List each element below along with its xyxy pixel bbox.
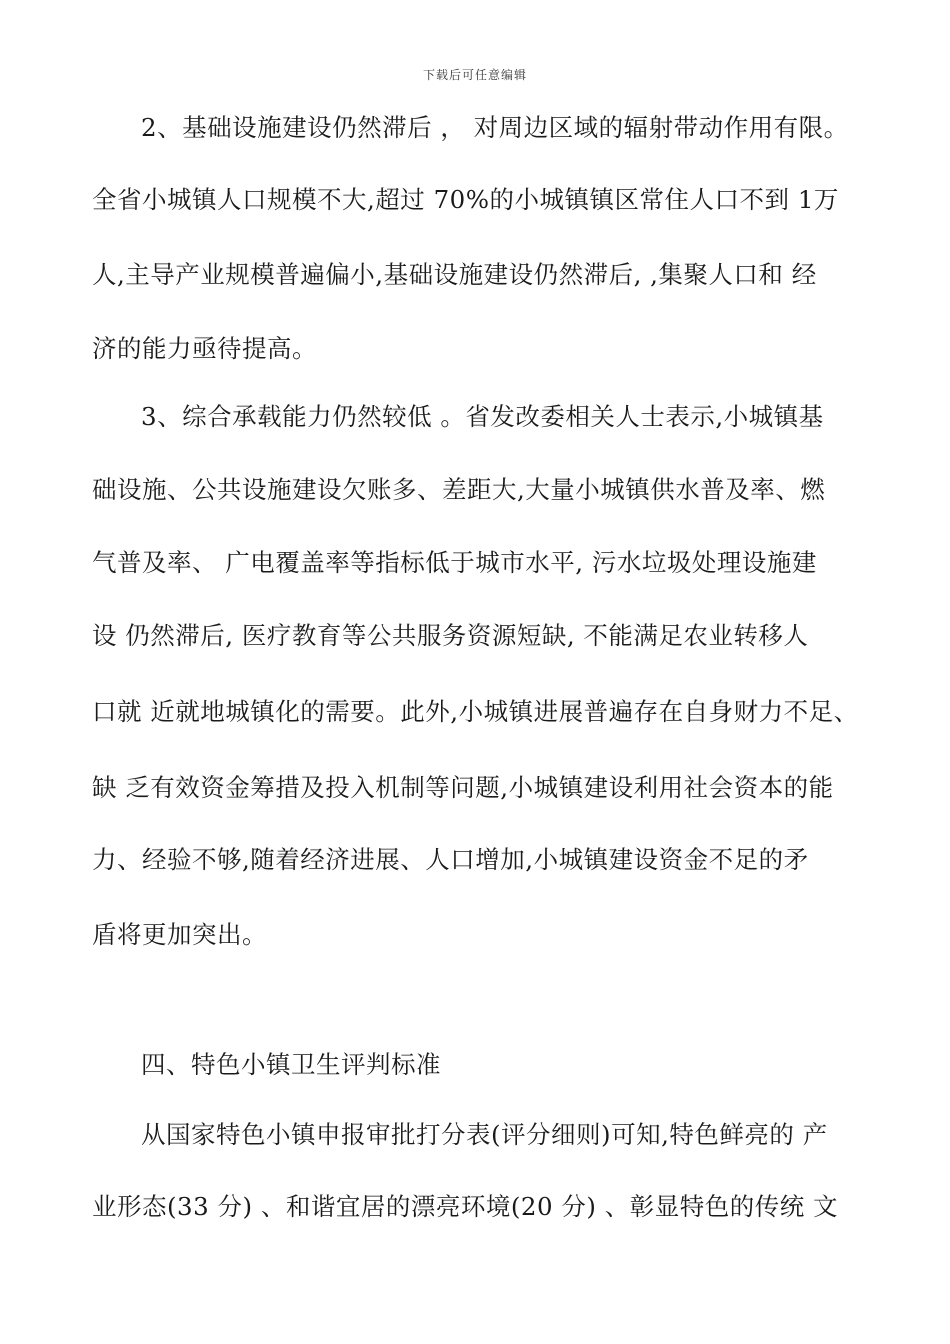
text-line: 础设施、公共设施建设欠账多、差距大,大量小城镇供水普及率、燃: [92, 475, 826, 504]
page-header: 下载后可任意编辑: [422, 68, 527, 82]
text-line: 气普及率、 广电覆盖率等指标低于城市水平, 污水垃圾处理设施建: [92, 548, 817, 577]
text-line: 缺 乏有效资金筹措及投入机制等问题,小城镇建设利用社会资本的能: [92, 773, 834, 802]
text-line: 济的能力亟待提高。: [92, 334, 317, 363]
section-heading: 四、特色小镇卫生评判标准: [141, 1050, 441, 1079]
text-line: 口就 近就地城镇化的需要。此外,小城镇进展普遍存在自身财力不足、: [92, 697, 859, 726]
text-line: 力、经验不够,随着经济进展、人口增加,小城镇建设资金不足的矛: [92, 845, 809, 874]
text-line: 人,主导产业规模普遍偏小,基础设施建设仍然滞后, ,集聚人口和 经: [92, 260, 817, 289]
text-line: 全省小城镇人口规模不大,超过 70%的小城镇镇区常住人口不到 1万: [92, 185, 839, 214]
text-line: 3、综合承载能力仍然较低 。省发改委相关人士表示,小城镇基: [141, 402, 824, 431]
text-line: 从国家特色小镇申报审批打分表(评分细则)可知,特色鲜亮的 产: [141, 1120, 828, 1149]
text-line: 业形态(33 分) 、和谐宜居的漂亮环境(20 分) 、彰显特色的传统 文: [92, 1192, 839, 1221]
text-line: 设 仍然滞后, 医疗教育等公共服务资源短缺, 不能满足农业转移人: [92, 621, 809, 650]
text-line: 盾将更加突出。: [92, 920, 267, 949]
text-line: 2、基础设施建设仍然滞后 ， 对周边区域的辐射带动作用有限。: [141, 113, 849, 142]
